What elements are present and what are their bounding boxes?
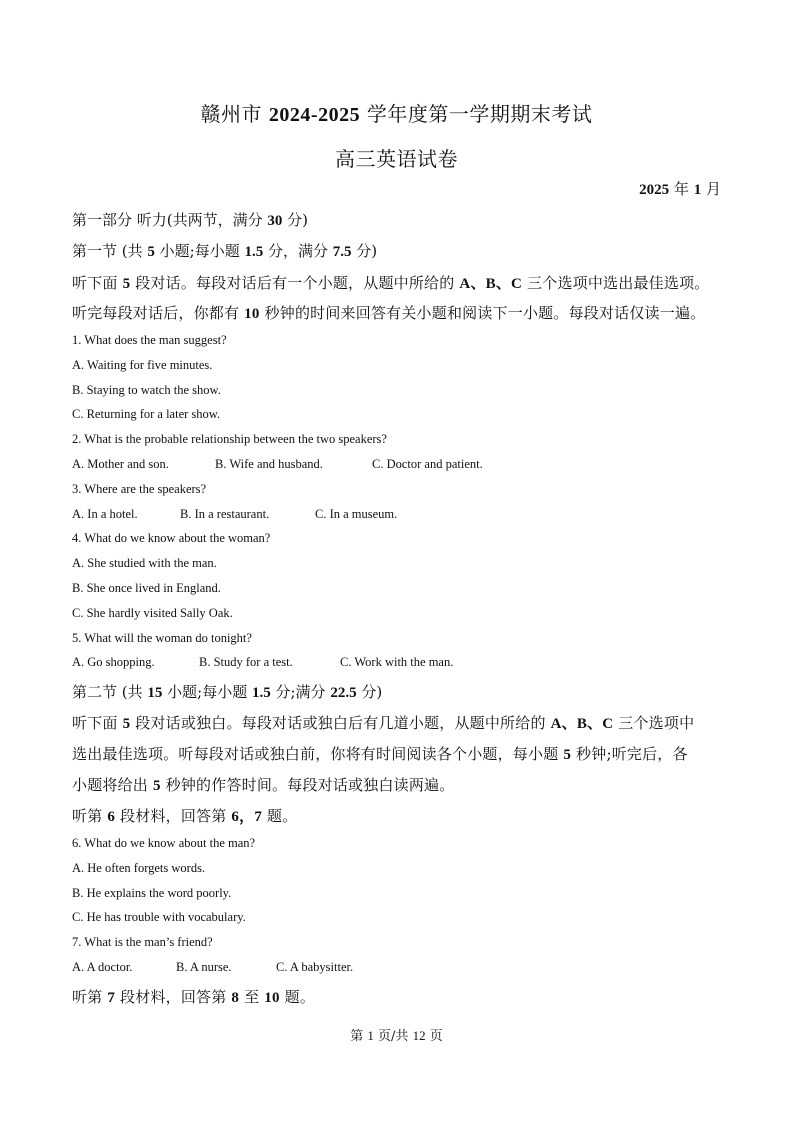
question-7-stem: 7. What is the man’s friend?	[72, 935, 213, 949]
question-4-option-a: A. She studied with the man.	[72, 556, 217, 570]
section2-instruction-line2: 选出最佳选项。听每段对话或独白前，你将有时间阅读各个小题，每小题 5 秒钟;听完后，各	[72, 745, 688, 763]
question-7-option-a: A. A doctor.	[72, 960, 133, 974]
question-4-option-b: B. She once lived in England.	[72, 581, 221, 595]
section2-heading: 第二节 (共 15 小题;每小题 1.5 分;满分 22.5 分)	[72, 683, 383, 701]
question-2-option-c: C. Doctor and patient.	[372, 457, 483, 471]
question-3-option-a: A. In a hotel.	[72, 507, 138, 521]
question-1-option-c: C. Returning for a later show.	[72, 407, 221, 421]
question-3-option-b: B. In a restaurant.	[180, 507, 270, 521]
material-7-heading: 听第 7 段材料，回答第 8 至 10 题。	[72, 988, 316, 1006]
question-3-option-c: C. In a museum.	[315, 507, 398, 521]
question-7-option-b: B. A nurse.	[176, 960, 232, 974]
section2-instruction-line3: 小题将给出 5 秒钟的作答时间。每段对话或独白读两遍。	[72, 776, 455, 794]
question-4-option-c: C. She hardly visited Sally Oak.	[72, 606, 233, 620]
question-2-option-b: B. Wife and husband.	[215, 457, 323, 471]
question-6-stem: 6. What do we know about the man?	[72, 836, 256, 850]
question-6-option-c: C. He has trouble with vocabulary.	[72, 910, 246, 924]
question-2-options	[72, 457, 483, 472]
section1-instruction-line1: 听下面 5 段对话。每段对话后有一个小题，从题中所给的 A、B、C 三个选项中选出最佳选项。	[72, 274, 710, 292]
question-5-option-a: A. Go shopping.	[72, 655, 155, 669]
question-6-option-b: B. He explains the word poorly.	[72, 886, 232, 900]
section2-instruction-line1: 听下面 5 段对话或独白。每段对话或独白后有几道小题，从题中所给的 A、B、C 三个选项中	[72, 714, 695, 732]
question-1-option-b: B. Staying to watch the show.	[72, 383, 221, 397]
question-7-option-c: C. A babysitter.	[276, 960, 354, 974]
exam-subtitle: 高三英语试卷	[335, 147, 458, 171]
page-footer: 第 1 页/共 12 页	[350, 1028, 443, 1044]
question-3-options	[72, 507, 397, 522]
question-7-options	[72, 960, 353, 975]
question-3-stem: 3. Where are the speakers?	[72, 482, 207, 496]
question-5-options	[72, 655, 453, 670]
question-5-option-c: C. Work with the man.	[340, 655, 454, 669]
question-1-stem: 1. What does the man suggest?	[72, 333, 227, 347]
question-1-option-a: A. Waiting for five minutes.	[72, 358, 213, 372]
question-4-stem: 4. What do we know about the woman?	[72, 531, 271, 545]
exam-date: 2025 年 1 月	[639, 180, 721, 198]
question-5-stem: 5. What will the woman do tonight?	[72, 631, 252, 645]
exam-title: 赣州市 2024-2025 学年度第一学期期末考试	[200, 102, 593, 126]
section1-instruction-line2: 听完每段对话后，你都有 10 秒钟的时间来回答有关小题和阅读下一小题。每段对话仅读一遍。	[72, 304, 706, 322]
question-6-option-a: A. He often forgets words.	[72, 861, 206, 875]
section1-heading: 第一节 (共 5 小题;每小题 1.5 分，满分 7.5 分)	[72, 242, 378, 260]
question-2-option-a: A. Mother and son.	[72, 457, 169, 471]
material-6-heading: 听第 6 段材料，回答第 6，7 题。	[72, 807, 298, 825]
part1-heading: 第一部分 听力(共两节，满分 30 分)	[72, 211, 309, 229]
question-2-stem: 2. What is the probable relationship between the two speakers?	[72, 432, 387, 446]
question-5-option-b: B. Study for a test.	[199, 655, 293, 669]
